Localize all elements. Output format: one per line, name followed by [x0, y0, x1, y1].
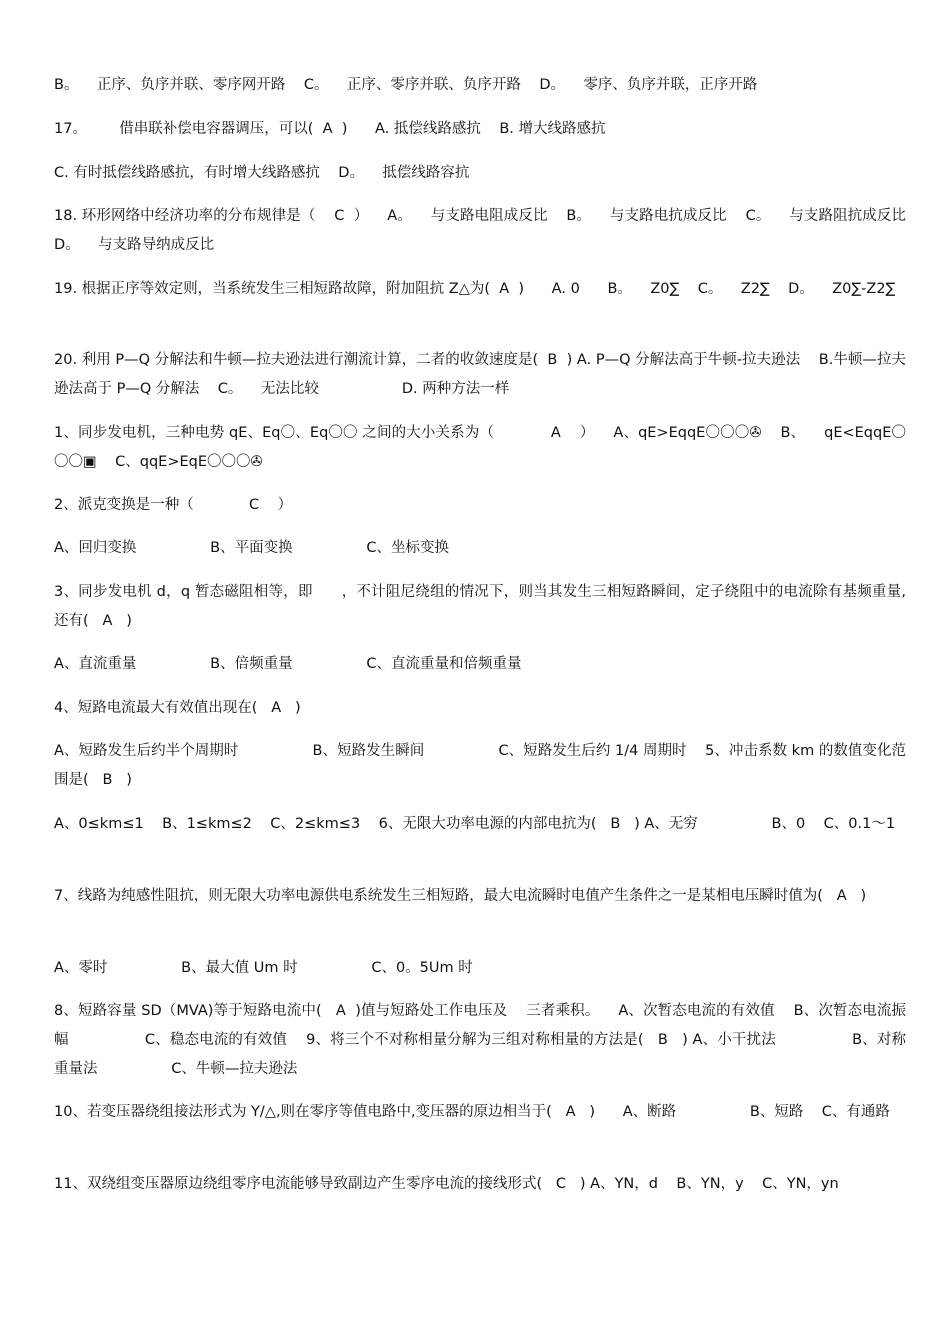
question-3-options: A、直流重量 B、倍频重量 C、直流重量和倍频重量	[54, 656, 522, 672]
question-2-options: A、回归变换 B、平面变换 C、坐标变换	[54, 540, 449, 556]
question-2: 2、派克变换是一种（ C ）	[54, 497, 293, 513]
question-4-options: A、短路发生后约半个周期时 B、短路发生瞬间 C、短路发生后约 1/4 周期时 5、冲击系数 km 的数值变化范围是( B )	[54, 743, 906, 788]
question-17: 17。 借串联补偿电容器调压，可以( A ) A. 抵偿线路感抗 B. 增大线路感抗	[54, 121, 606, 137]
question-7-options: A、零时 B、最大值 Um 时 C、0。5Um 时	[54, 960, 473, 976]
question-11: 11、双绕组变压器原边绕组零序电流能够导致副边产生零序电流的接线形式( C ) A、YN，d B、YN，y C、YN，yn	[54, 1176, 839, 1192]
question-5-options: A、0≤km≤1 B、1≤km≤2 C、2≤km≤3 6、无限大功率电源的内部电抗为( B ) A、无穷 B、0 C、0.1～1	[54, 816, 896, 832]
question-4: 4、短路电流最大有效值出现在( A )	[54, 700, 301, 716]
question-17-options: C. 有时抵偿线路感抗，有时增大线路感抗 D。 抵偿线路容抗	[54, 165, 470, 181]
question-7: 7、线路为纯感性阻抗，则无限大功率电源供电系统发生三相短路，最大电流瞬时电值产生条件之一是某相电压瞬时值为( A )	[54, 888, 867, 904]
question-10: 10、若变压器绕组接法形式为 Y/△,则在零序等值电路中,变压器的原边相当于( A ) A、断路 B、短路 C、有通路	[54, 1104, 890, 1120]
question-20: 20. 利用 P—Q 分解法和牛顿—拉夫逊法进行潮流计算，二者的收敛速度是( B ) A. P—Q 分解法高于牛顿-拉夫逊法 B.牛顿—拉夫逊法高于 P—Q 分解法 C。 无法比较 D. 两种方法一样	[54, 352, 906, 397]
question-3: 3、同步发电机 d，q 暂态磁阻相等，即 ，不计阻尼绕组的情况下，则当其发生三相短路瞬间，定子绕阻中的电流除有基频重量,还有( A )	[54, 584, 906, 629]
question-8: 8、短路容量 SD（MVA)等于短路电流中( A )值与短路处工作电压及 三者乘积。 A、次暂态电流的有效值 B、次暂态电流振幅 C、稳态电流的有效值 9、将三个不对称相量分解为三组对称相量的方法是( B ) A、小干扰法 B、对称重量法 C、牛顿—拉夫逊法	[54, 1003, 906, 1077]
question-19: 19. 根据正序等效定则，当系统发生三相短路故障，附加阻抗 Z△为( A ) A. 0 B。 Z0∑ C。 Z2∑ D。 Z0∑-Z2∑	[54, 281, 896, 297]
question-1: 1、同步发电机，三种电势 qE、Eq〇、Eq〇〇 之间的大小关系为（ A ） A、qE>EqqE〇〇〇✇ B、 qE<EqqE〇〇〇▣ C、qqE>EqE〇〇〇✇	[54, 425, 906, 470]
paragraph-16-options: B。 正序、负序并联、零序网开路 C。 正序、零序并联、负序开路 D。 零序、负序并联，正序开路	[54, 77, 758, 93]
question-18: 18. 环形网络中经济功率的分布规律是（ C ） A。 与支路电阻成反比 B。 与支路电抗成反比 C。 与支路阻抗成反比 D。 与支路导纳成反比	[54, 208, 925, 253]
